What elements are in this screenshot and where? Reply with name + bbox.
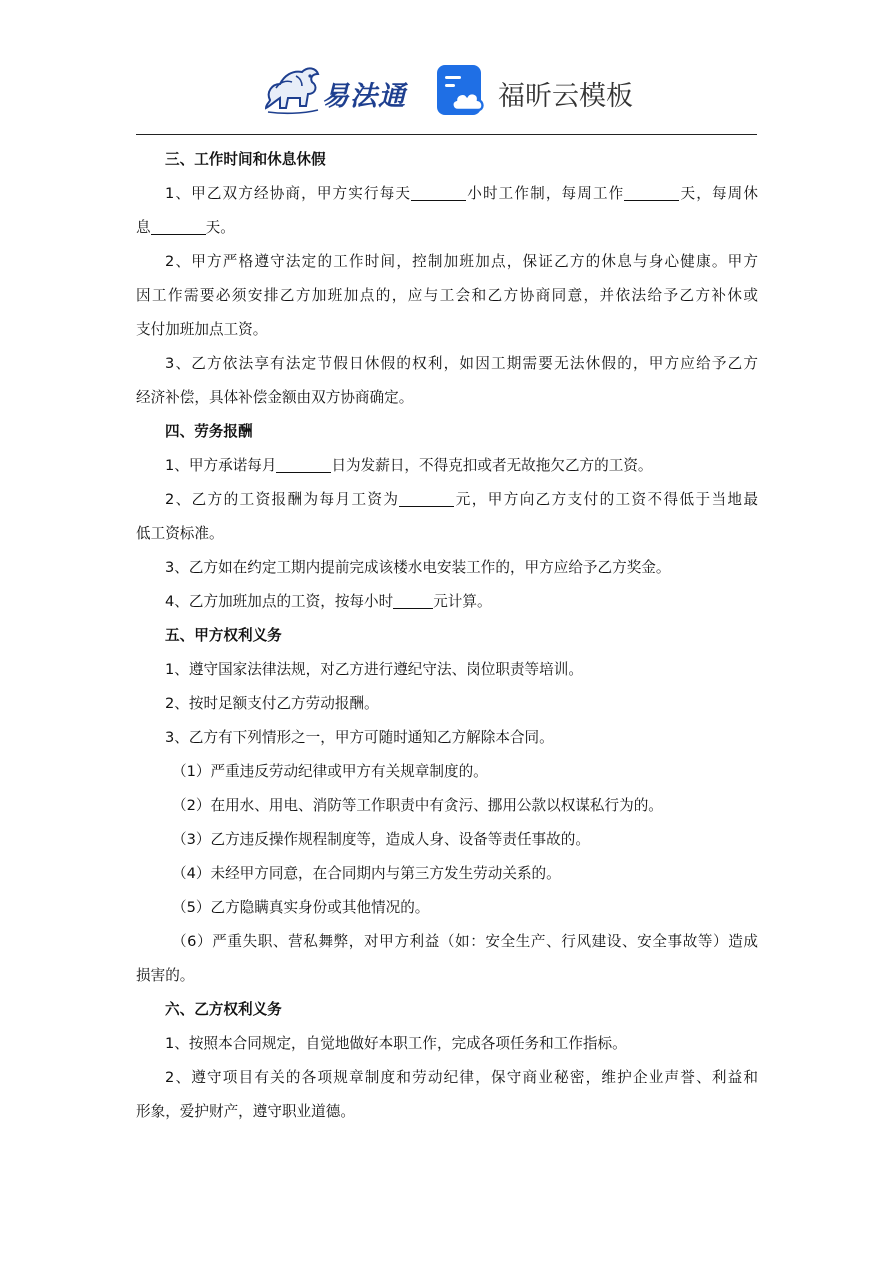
- foxit-cloud-template-text: 福昕云模板: [498, 81, 633, 112]
- list-item-continuation: 损害的。: [136, 967, 195, 984]
- paragraph: 1、按照本合同规定，自觉地做好本职工作，完成各项任务和工作指标。: [165, 1035, 627, 1052]
- section-heading-remuneration: 四、劳务报酬: [165, 423, 253, 440]
- paragraph: 3、乙方如在约定工期内提前完成该楼水电安装工作的，甲方应给予乙方奖金。: [165, 559, 671, 576]
- blank-field: [393, 592, 433, 609]
- list-item: （5）乙方隐瞒真实身份或其他情况的。: [172, 899, 430, 916]
- paragraph: 1、遵守国家法律法规，对乙方进行遵纪守法、岗位职责等培训。: [165, 661, 583, 678]
- blank-field: [151, 218, 206, 235]
- paragraph-continuation: 支付加班加点工资。: [136, 321, 268, 338]
- paragraph: 3、乙方依法享有法定节假日休假的权利，如因工期需要无法休假的，甲方应给予乙方: [165, 355, 758, 372]
- page-header: [0, 58, 893, 124]
- paragraph: 2、甲方严格遵守法定的工作时间，控制加班加点，保证乙方的休息与身心健康。甲方: [165, 253, 758, 270]
- blank-field: [411, 184, 466, 201]
- paragraph: 4、乙方加班加点的工资，按每小时 元计算。: [165, 593, 492, 610]
- blank-field: [276, 456, 331, 473]
- section-heading-party-a-rights: 五、甲方权利义务: [165, 627, 282, 644]
- paragraph: 2、按时足额支付乙方劳动报酬。: [165, 695, 379, 712]
- paragraph-continuation: 形象，爱护财产，遵守职业道德。: [136, 1103, 355, 1120]
- paragraph: 1、甲乙双方经协商，甲方实行每天 小时工作制，每周工作 天，每周休: [165, 185, 758, 202]
- blank-field: [399, 490, 454, 507]
- list-item: （4）未经甲方同意，在合同期内与第三方发生劳动关系的。: [172, 865, 561, 882]
- paragraph-continuation: 经济补偿，具体补偿金额由双方协商确定。: [136, 389, 414, 406]
- yifatong-logo-text: 易法通: [322, 81, 406, 112]
- cloud-document-icon: [436, 64, 488, 116]
- paragraph: 1、甲方承诺每月 日为发薪日，不得克扣或者无故拖欠乙方的工资。: [165, 457, 653, 474]
- yifatong-logo: [262, 62, 412, 118]
- list-item: （6）严重失职、营私舞弊，对甲方利益（如：安全生产、行风建设、安全事故等）造成: [172, 933, 758, 950]
- paragraph-continuation: 因工作需要必须安排乙方加班加点的，应与工会和乙方协商同意，并依法给予乙方补休或: [136, 287, 758, 304]
- section-heading-party-b-rights: 六、乙方权利义务: [165, 1001, 282, 1018]
- list-item: （3）乙方违反操作规程制度等，造成人身、设备等责任事故的。: [172, 831, 590, 848]
- paragraph: 2、遵守项目有关的各项规章制度和劳动纪律，保守商业秘密，维护企业声誉、利益和: [165, 1069, 758, 1086]
- list-item: （1）严重违反劳动纪律或甲方有关规章制度的。: [172, 763, 488, 780]
- document-body: [136, 143, 758, 1129]
- paragraph-continuation: 息 天。: [136, 219, 235, 236]
- paragraph: 2、乙方的工资报酬为每月工资为 元，甲方向乙方支付的工资不得低于当地最: [165, 491, 758, 508]
- section-heading-work-hours: 三、工作时间和休息休假: [165, 151, 326, 168]
- qilin-icon: [262, 62, 324, 118]
- paragraph: 3、乙方有下列情形之一，甲方可随时通知乙方解除本合同。: [165, 729, 554, 746]
- paragraph-continuation: 低工资标准。: [136, 525, 224, 542]
- blank-field: [624, 184, 679, 201]
- header-divider: [136, 134, 757, 135]
- list-item: （2）在用水、用电、消防等工作职责中有贪污、挪用公款以权谋私行为的。: [172, 797, 663, 814]
